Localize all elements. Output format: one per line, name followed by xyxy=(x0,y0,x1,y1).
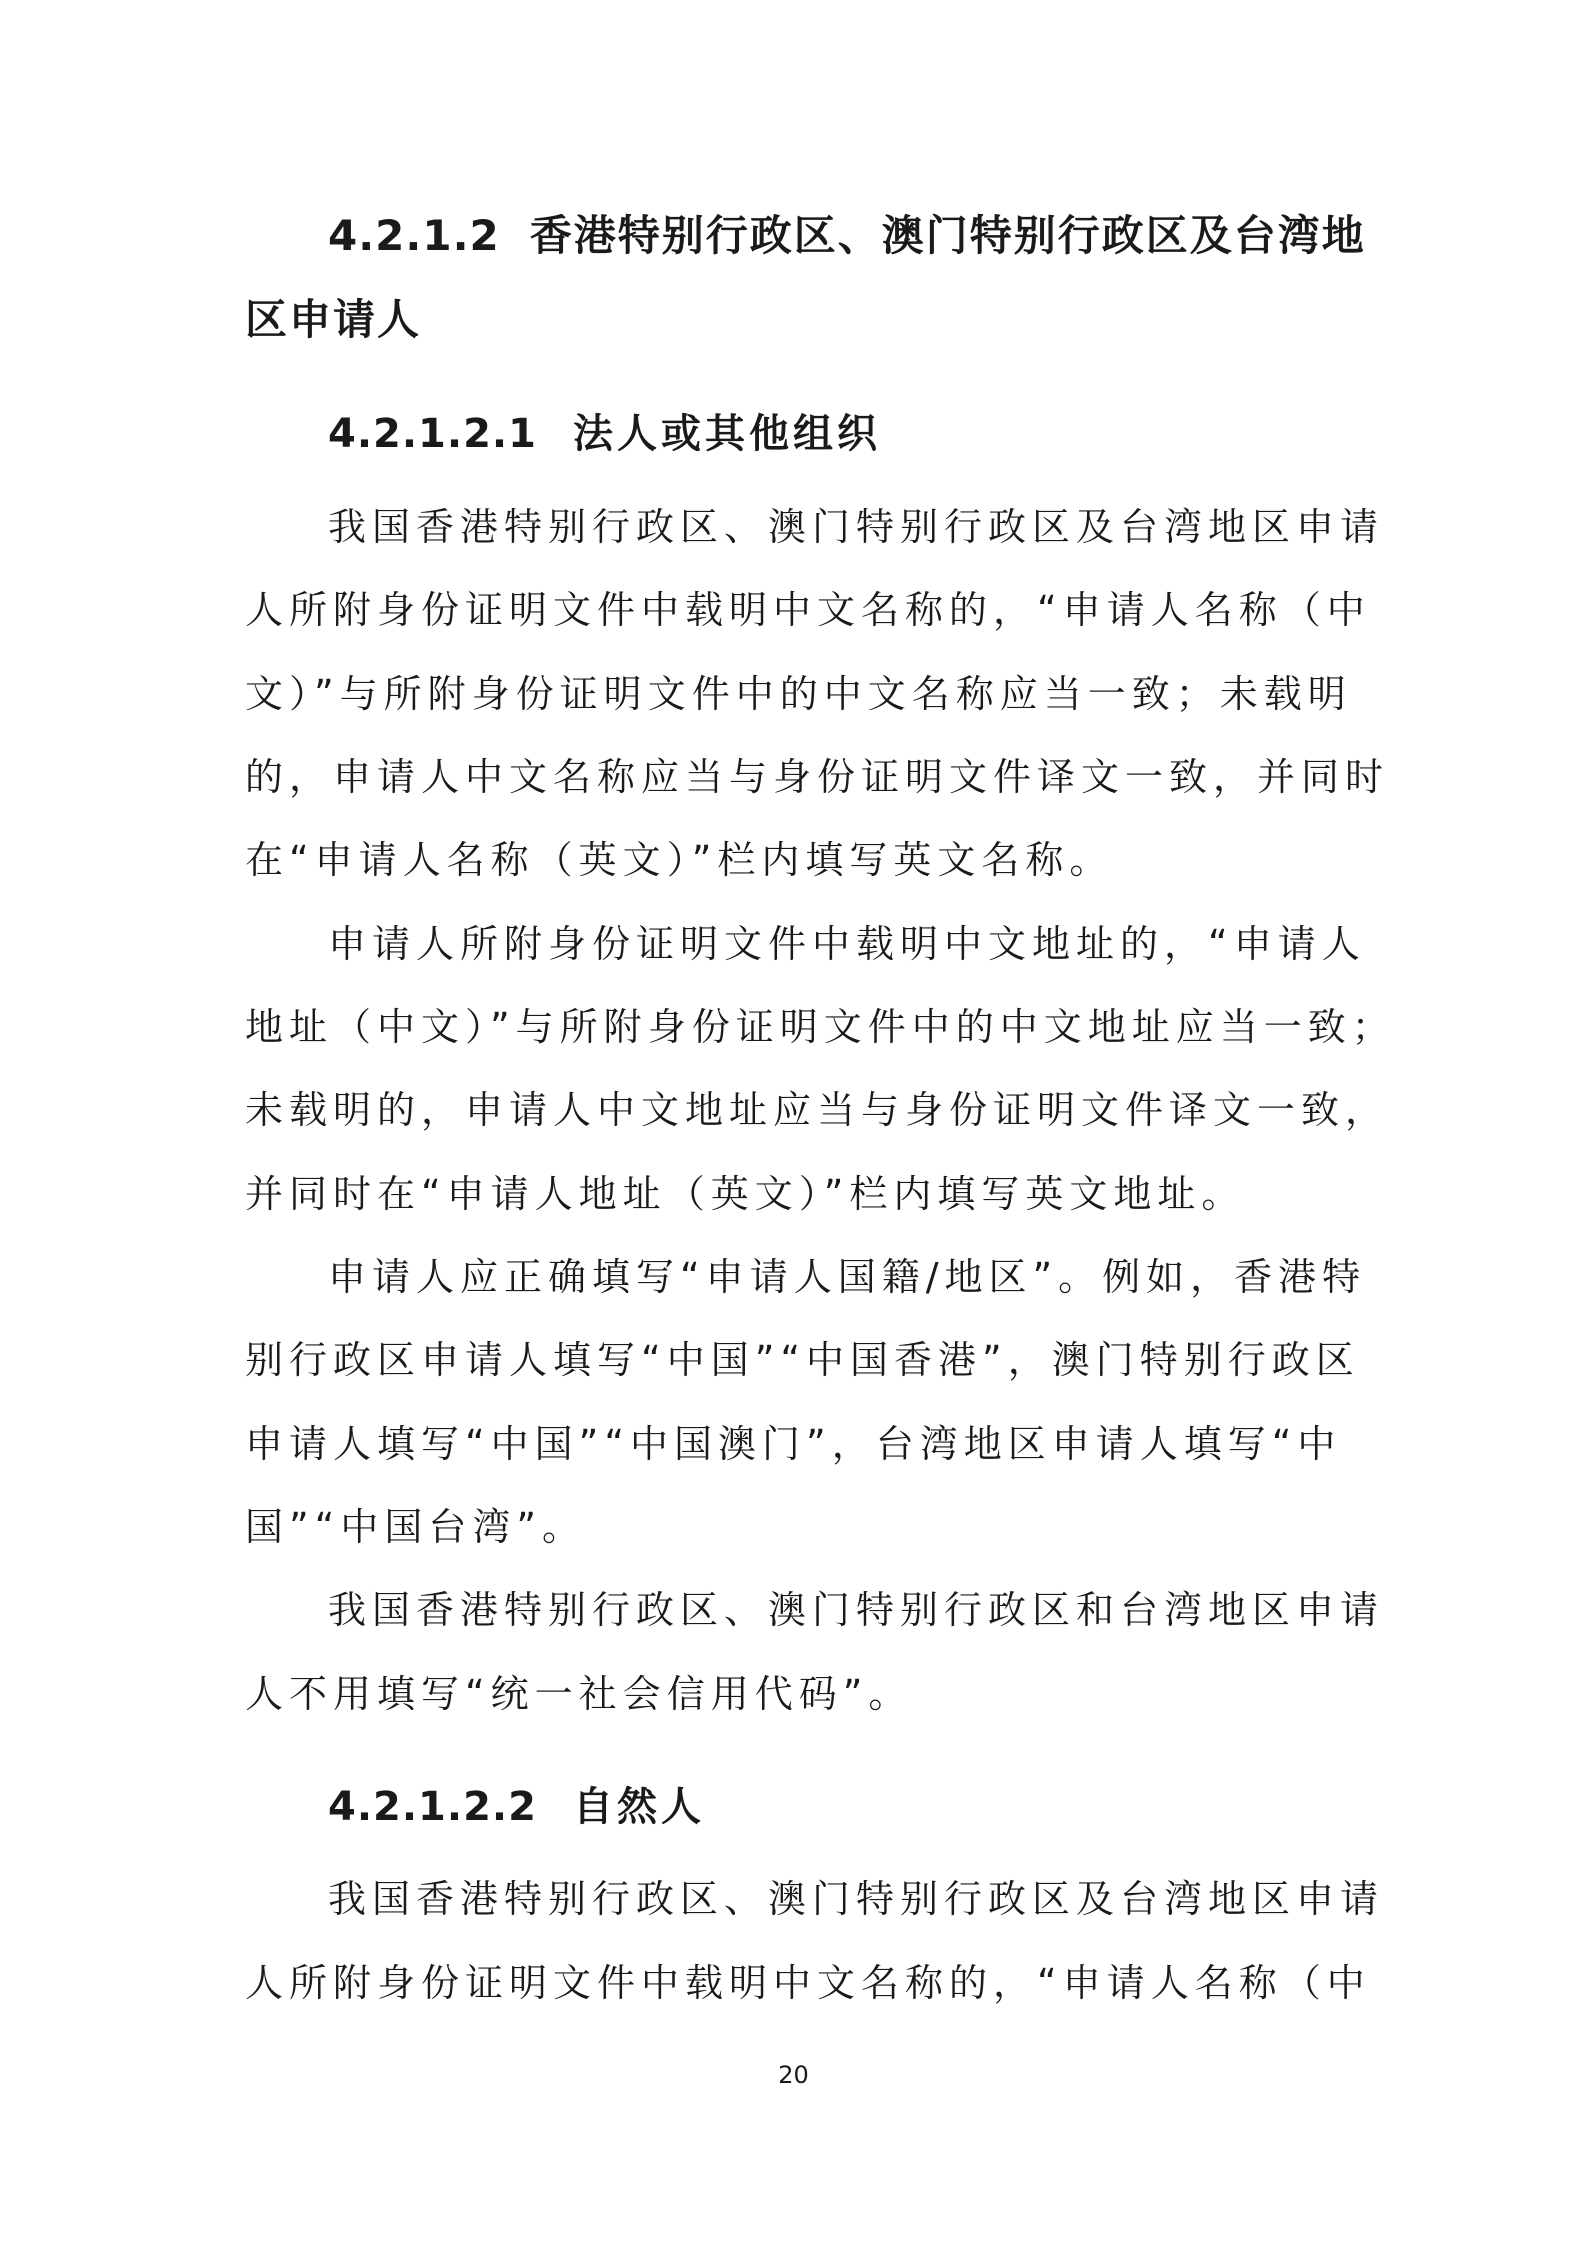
body-text-line: 人所附身份证明文件中载明中文名称的，“申请人名称（中 xyxy=(245,588,1371,632)
section-heading-4-2-1-2-cont xyxy=(245,296,421,344)
section-title-line1: 香港特别行政区、澳门特别行政区及台湾地 xyxy=(529,211,1366,260)
body-text-line: 在“申请人名称（英文）”栏内填写英文名称。 xyxy=(245,838,1114,882)
subsection-title: 自然人 xyxy=(572,1784,705,1830)
section-number: 4.2.1.2 xyxy=(328,211,500,260)
body-text-line: 地址（中文）”与所附身份证明文件中的中文地址应当一致； xyxy=(245,1005,1396,1049)
body-text-line: 申请人所附身份证明文件中载明中文地址的，“申请人 xyxy=(328,922,1366,966)
body-text-line: 我国香港特别行政区、澳门特别行政区及台湾地区申请 xyxy=(328,1877,1385,1921)
body-text-line: 未载明的，申请人中文地址应当与身份证明文件译文一致， xyxy=(245,1088,1390,1132)
page-number: 20 xyxy=(778,2061,809,2089)
body-text-line: 国”“中国台湾”。 xyxy=(245,1505,587,1549)
body-text-line: 并同时在“申请人地址（英文）”栏内填写英文地址。 xyxy=(245,1172,1246,1216)
subsection-heading-4-2-1-2-1 xyxy=(328,410,881,458)
body-text-line: 我国香港特别行政区、澳门特别行政区和台湾地区申请 xyxy=(328,1588,1385,1632)
body-text-line: 我国香港特别行政区、澳门特别行政区及台湾地区申请 xyxy=(328,505,1385,549)
section-title-line2: 区申请人 xyxy=(245,295,422,344)
body-text-line: 文）”与所附身份证明文件中的中文名称应当一致；未载明 xyxy=(245,672,1352,716)
subsection-number: 4.2.1.2.2 xyxy=(328,1784,537,1830)
body-text-line: 人不用填写“统一社会信用代码”。 xyxy=(245,1672,913,1716)
body-text-line: 的，申请人中文名称应当与身份证明文件译文一致，并同时 xyxy=(245,755,1390,799)
body-text-line: 人所附身份证明文件中载明中文名称的，“申请人名称（中 xyxy=(245,1961,1371,2005)
section-heading-4-2-1-2 xyxy=(328,212,1366,260)
subsection-number: 4.2.1.2.1 xyxy=(328,411,537,457)
body-text-line: 别行政区申请人填写“中国”“中国香港”，澳门特别行政区 xyxy=(245,1338,1360,1382)
body-text-line: 申请人应正确填写“申请人国籍/地区”。例如，香港特 xyxy=(328,1255,1367,1299)
subsection-heading-4-2-1-2-2 xyxy=(328,1783,705,1831)
body-text-line: 申请人填写“中国”“中国澳门”，台湾地区申请人填写“中 xyxy=(245,1422,1342,1466)
subsection-title: 法人或其他组织 xyxy=(572,411,881,457)
